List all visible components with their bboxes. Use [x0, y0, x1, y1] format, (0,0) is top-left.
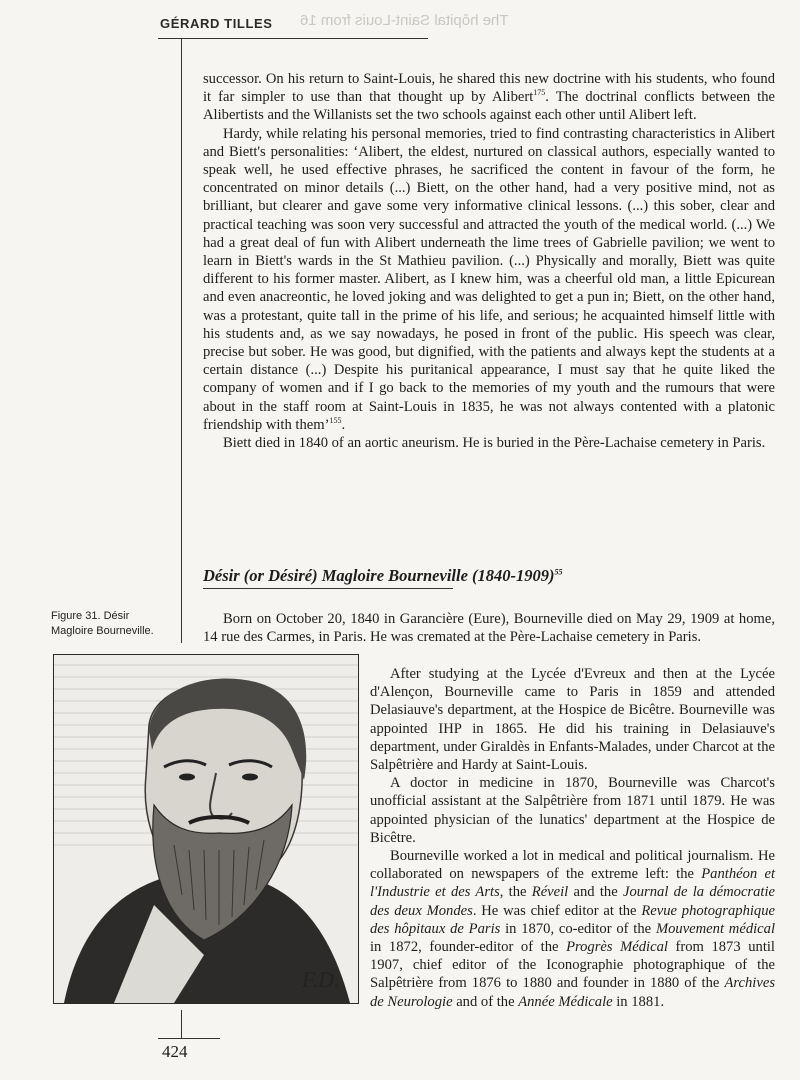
journalism-text-8: and of the	[452, 993, 519, 1010]
section-heading	[203, 566, 563, 586]
journal-title-mouvement-medical: Mouvement médical	[655, 920, 776, 937]
journalism-text-1: Bourneville worked a lot in medical and political journalism. He collaborated on newspapers of the extreme left: the	[370, 848, 775, 883]
engraver-signature: F.D.	[302, 967, 340, 992]
body-text-top	[203, 70, 775, 452]
journal-title-annee-medicale: Année Médicale	[518, 993, 613, 1010]
journal-title-archives-neurologie: Archives de Neurologie	[370, 975, 775, 1010]
note-ref-155: 155	[329, 416, 342, 425]
paragraph-bourneville-birth: Born on October 20, 1840 in Garancière (Eure), Bourneville died on May 29, 1909 at home, 14 rue des Carmes, in Paris. He was cremated at the Père-Lachaise cemetery in Paris.	[203, 611, 775, 646]
journalism-text-6: in 1872, founder-editor of the	[370, 939, 567, 956]
paragraph-successor-tail: . The doctrinal conflicts between the Alibertists and the Willanists set the two schools against each other until Alibert left.	[203, 89, 775, 124]
caption-line-2: Magloire Bourneville.	[51, 625, 154, 637]
paragraph-hardy	[203, 125, 775, 434]
journalism-text-3: and the	[568, 884, 623, 901]
paragraph-hardy-end: .	[341, 416, 346, 433]
journal-title-journal-democratie: Journal de la démocratie des deux Mondes	[370, 884, 775, 919]
margin-rule-bottom	[181, 1010, 182, 1038]
running-head: GÉRARD TILLES	[160, 16, 273, 31]
section-rule	[203, 588, 453, 589]
journalism-text-5: in 1870, co-editor of the	[500, 920, 656, 937]
bourneville-birth-paragraph	[203, 610, 775, 646]
paragraph-bourneville-journalism	[370, 847, 775, 1011]
journal-title-revue-photographique: Revue photographique des hôpitaux de Paris	[370, 902, 776, 937]
section-heading-text: Désir (or Désiré) Magloire Bourneville (1840-1909)	[203, 566, 555, 585]
paragraph-hardy-text: Hardy, while relating his personal memories, tried to find contrasting characteristics in Alibert and Biett's personalities: ‘Alibert, the eldest, nurtured on classical authors, especially wanted to speak well, he used effective phrases, he sacrificed the content in favour of the form, he concentrated on minor details (...) Biett, on the other hand, had a very positive mind, not as brilliant, but clearer and gave some very informative clinical lessons. (...) this sober, clear and practical teaching was soon very successful and attracted the youth of the medical world. (...) We had a great deal of fun with Alibert underneath the lime trees of Gabrielle pavilion; we went to learn in Biett's wards in the St Mathieu pavilion. (...) Physically and morally, Biett was quite different to his former master. Alibert, as I knew him, was a cheerful old man, a little Epicurean and even anacreontic, he loved joking and was delighted to get a pun in; Biett, on the other hand, was a protestant, quite tall in the prime of his life, and serious; he acquainted himself little with his students and, as we say nowadays, he posed in front of the public. His speech was clear, precise but sober. He was good, but dignified, with the patients and always kept the students at a certain distance (...) Despite his puritanical appearance, I must say that he quite liked the company of women and if I go back to the memories of my youth and the rumours that were about in the staff room at Saint-Louis in 1835, he was not always contented with a platonic friendship with them’	[203, 125, 775, 433]
figure-caption	[51, 609, 171, 639]
paragraph-biett-death: Biett died in 1840 of an aortic aneurism. He is buried in the Père-Lachaise cemetery in Paris.	[223, 435, 766, 452]
paragraph-successor	[203, 70, 775, 125]
journalism-text-9: in 1881.	[612, 993, 665, 1010]
left-eye	[179, 774, 195, 781]
paragraph-successor-text: successor. On his return to Saint-Louis, he shared this new doctrine with his students, who found it far simpler to use than that thought up by Alibert	[203, 71, 775, 106]
portrait-engraving	[53, 654, 359, 1004]
right-eye	[242, 774, 258, 781]
note-ref-175: 175	[533, 88, 546, 98]
journal-title-pantheon: Panthéon et l'Industrie et des Arts	[370, 866, 775, 901]
journal-title-reveil: Réveil	[531, 884, 569, 901]
footer-rule	[158, 1038, 220, 1039]
caption-line-1: Figure 31. Désir	[51, 610, 130, 622]
header-rule	[158, 38, 428, 39]
paragraph-bourneville-career: A doctor in medicine in 1870, Bourneville was Charcot's unofficial assistant at the Salpêtrière from 1871 until 1879. He was appointed physician of the lunatics' department at the Hospice de Bicêtre.	[370, 775, 775, 846]
journalism-text-7: from 1873 until 1907, chief editor of the Iconographie photographique of the Salpêtrière from 1876 to 1880 and founder in 1880 of the	[370, 939, 775, 992]
note-ref-55: 55	[554, 567, 563, 577]
margin-rule-top	[181, 38, 182, 643]
journalism-text-4: . He was chief editor at the	[472, 902, 642, 919]
portrait-svg	[54, 655, 358, 1003]
page-number: 424	[162, 1042, 188, 1061]
journal-title-progres-medical: Progrès Médical	[566, 939, 668, 956]
paragraph-bourneville-education: After studying at the Lycée d'Evreux and then at the Lycée d'Alençon, Bourneville came to Paris in 1859 and attended Delasiauve's department, at the Hospice de Bicêtre. Bourneville was appointed IHP in 1865. He did his training in Delasiauve's department, under Giraldès in Enfants-Malades, under Charcot at the Salpêtrière and Hardy at Saint-Louis.	[370, 666, 775, 774]
journalism-text-2: , the	[499, 884, 532, 901]
show-through-text: The hôpital Saint-Louis from 16	[300, 12, 509, 29]
bourneville-text	[370, 665, 775, 1011]
